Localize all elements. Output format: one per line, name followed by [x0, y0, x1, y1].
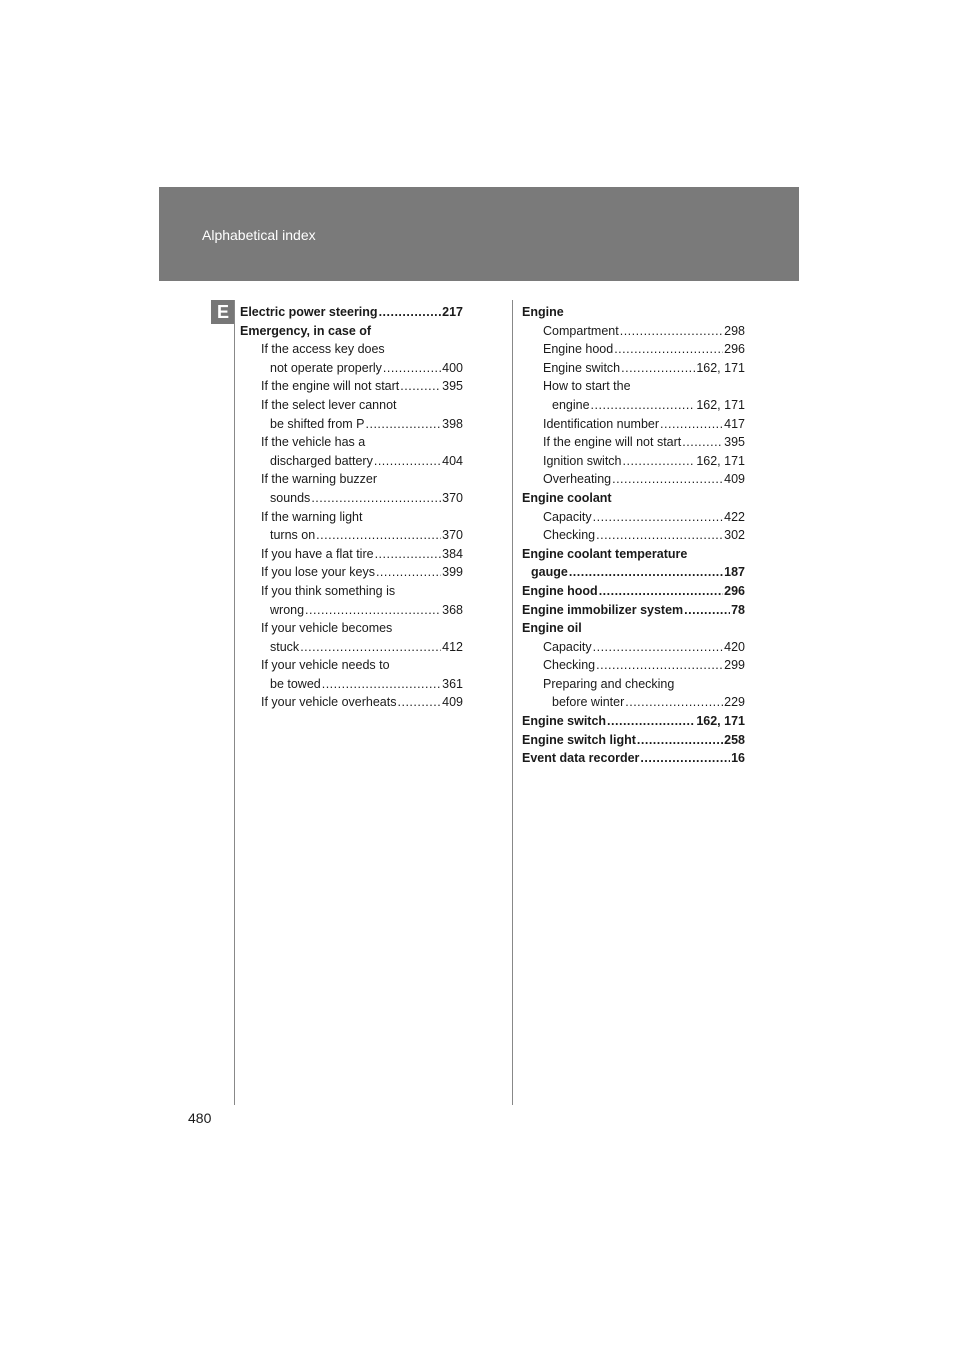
- index-entry: [522, 582, 745, 601]
- index-entry-page: 395: [442, 379, 463, 394]
- index-entry: [240, 396, 463, 415]
- index-entry-text: Checking: [543, 658, 596, 673]
- index-entry-text: Engine switch: [543, 360, 621, 375]
- dot-leader: [375, 545, 442, 564]
- index-entry-page: 298: [724, 323, 745, 338]
- index-entry-page: 417: [724, 416, 745, 431]
- dot-leader: [379, 303, 442, 322]
- index-entry-page: 217: [442, 305, 463, 319]
- dot-leader: [607, 712, 695, 731]
- index-entry-page: 16: [731, 751, 745, 766]
- index-column-left: [240, 303, 463, 712]
- dot-leader: [311, 489, 441, 508]
- index-entry-text: How to start the: [543, 379, 631, 394]
- index-entry-page: 398: [442, 416, 463, 431]
- index-entry-text: Capacity: [543, 639, 592, 654]
- dot-leader: [623, 452, 696, 471]
- index-entry-page: 299: [724, 658, 745, 673]
- index-entry-text: Engine coolant temperature: [522, 546, 688, 561]
- dot-leader: [398, 693, 442, 712]
- left-divider: [234, 300, 235, 1105]
- index-entry: [240, 470, 463, 489]
- index-entry-page: 361: [442, 676, 463, 691]
- index-entry: [240, 303, 463, 322]
- index-entry-text: Engine switch: [522, 714, 607, 729]
- index-entry-page: 296: [724, 583, 745, 598]
- index-entry-text: discharged battery: [270, 453, 373, 468]
- index-entry-text: turns on: [270, 528, 316, 543]
- index-entry-page: 399: [442, 565, 463, 580]
- index-entry-text: If you have a flat tire: [261, 546, 374, 561]
- index-entry: [240, 545, 463, 564]
- index-entry: [522, 731, 745, 750]
- dot-leader: [620, 322, 723, 341]
- index-entry: [522, 526, 745, 545]
- index-entry: [240, 452, 463, 471]
- index-entry-text: Engine switch light: [522, 732, 636, 747]
- dot-leader: [400, 377, 441, 396]
- index-entry: [522, 619, 745, 638]
- index-entry: [240, 563, 463, 582]
- index-entry-text: If the vehicle has a: [261, 435, 366, 450]
- index-entry-text: If you think something is: [261, 583, 396, 598]
- dot-leader: [593, 508, 724, 527]
- index-entry: [240, 322, 463, 341]
- index-entry-text: Preparing and checking: [543, 676, 675, 691]
- index-entry: [522, 303, 745, 322]
- index-entry-text: be towed: [270, 676, 321, 691]
- index-entry: [522, 322, 745, 341]
- index-entry-text: If your vehicle becomes: [261, 621, 393, 636]
- index-entry: [240, 340, 463, 359]
- header-title: Alphabetical index: [202, 227, 316, 243]
- index-entry: [522, 396, 745, 415]
- index-entry: [240, 489, 463, 508]
- index-entry-page: 258: [724, 732, 745, 747]
- index-entry-page: 368: [442, 602, 463, 617]
- index-entry: [240, 433, 463, 452]
- dot-leader: [682, 433, 723, 452]
- dot-leader: [376, 563, 441, 582]
- index-entry: [240, 359, 463, 378]
- index-entry-text: If the warning light: [261, 509, 363, 524]
- index-entry-text: If the access key does: [261, 342, 385, 357]
- index-entry-page: 162, 171: [696, 453, 745, 468]
- index-entry: [240, 638, 463, 657]
- index-entry-page: 422: [724, 509, 745, 524]
- index-entry: [240, 619, 463, 638]
- dot-leader: [625, 693, 723, 712]
- dot-leader: [383, 359, 441, 378]
- dot-leader: [316, 526, 441, 545]
- index-entry-page: 420: [724, 639, 745, 654]
- index-entry: [522, 675, 745, 694]
- section-letter-tab: E: [211, 300, 235, 324]
- index-entry-page: 162, 171: [696, 397, 745, 412]
- dot-leader: [593, 638, 724, 657]
- index-entry-page: 409: [724, 472, 745, 487]
- page-number: 480: [188, 1110, 212, 1126]
- index-entry-text: Electric power steering: [240, 305, 378, 319]
- index-entry-page: 302: [724, 528, 745, 543]
- index-entry-text: If your vehicle needs to: [261, 658, 390, 673]
- index-entry-text: If the warning buzzer: [261, 472, 378, 487]
- index-entry-text: If your vehicle overheats: [261, 695, 397, 710]
- index-entry-text: Capacity: [543, 509, 592, 524]
- dot-leader: [612, 470, 723, 489]
- index-entry-page: 162, 171: [696, 360, 745, 375]
- index-entry-text: wrong: [270, 602, 305, 617]
- index-entry: [240, 675, 463, 694]
- dot-leader: [637, 731, 723, 750]
- index-entry: [522, 452, 745, 471]
- index-entry: [522, 563, 745, 582]
- index-entry-text: Engine hood: [543, 342, 614, 357]
- index-entry: [522, 656, 745, 675]
- index-entry-text: not operate properly: [270, 360, 382, 375]
- index-entry-text: If the engine will not start: [261, 379, 400, 394]
- index-entry-text: Checking: [543, 528, 596, 543]
- index-entry: [240, 508, 463, 527]
- index-entry: [522, 433, 745, 452]
- dot-leader: [374, 452, 441, 471]
- index-entry: [240, 656, 463, 675]
- dot-leader: [621, 359, 695, 378]
- index-entry: [522, 638, 745, 657]
- index-entry-text: Emergency, in case of: [240, 323, 372, 338]
- index-entry: [522, 359, 745, 378]
- index-entry-text: stuck: [270, 639, 300, 654]
- index-entry-page: 404: [442, 453, 463, 468]
- index-entry-page: 296: [724, 342, 745, 357]
- index-entry-page: 409: [442, 695, 463, 710]
- index-entry-text: Overheating: [543, 472, 612, 487]
- index-entry-page: 370: [442, 528, 463, 543]
- index-entry: [522, 508, 745, 527]
- index-entry-text: Ignition switch: [543, 453, 622, 468]
- dot-leader: [640, 749, 730, 768]
- index-entry-page: 395: [724, 435, 745, 450]
- dot-leader: [366, 415, 442, 434]
- index-entry-page: 229: [724, 695, 745, 710]
- index-entry: [522, 712, 745, 731]
- index-entry: [522, 693, 745, 712]
- dot-leader: [300, 638, 441, 657]
- dot-leader: [596, 656, 723, 675]
- index-entry-page: 400: [442, 360, 463, 375]
- dot-leader: [599, 582, 723, 601]
- index-column-right: [522, 303, 745, 768]
- index-entry-text: Engine coolant: [522, 490, 612, 505]
- dot-leader: [305, 601, 441, 620]
- index-entry: [522, 340, 745, 359]
- index-entry-text: Event data recorder: [522, 751, 640, 766]
- dot-leader: [596, 526, 723, 545]
- dot-leader: [569, 563, 723, 582]
- index-entry: [522, 545, 745, 564]
- index-entry-page: 78: [731, 602, 745, 617]
- index-entry: [522, 749, 745, 768]
- index-entry-text: sounds: [270, 490, 311, 505]
- index-entry: [240, 601, 463, 620]
- index-entry: [522, 470, 745, 489]
- index-entry: [522, 601, 745, 620]
- index-entry-text: Engine oil: [522, 621, 582, 636]
- dot-leader: [660, 415, 723, 434]
- dot-leader: [684, 601, 730, 620]
- index-entry-text: If the engine will not start: [543, 435, 682, 450]
- index-entry: [240, 377, 463, 396]
- dot-leader: [322, 675, 441, 694]
- index-entry-page: 412: [442, 639, 463, 654]
- index-entry-text: Engine immobilizer system: [522, 602, 684, 617]
- index-entry: [522, 415, 745, 434]
- index-entry-text: If you lose your keys: [261, 565, 375, 580]
- index-entry: [240, 415, 463, 434]
- index-entry: [522, 489, 745, 508]
- index-entry-text: be shifted from P: [270, 416, 365, 431]
- index-entry-page: 162, 171: [696, 714, 745, 729]
- index-entry-page: 370: [442, 490, 463, 505]
- index-entry-text: engine: [552, 397, 590, 412]
- index-entry-page: 187: [724, 565, 745, 580]
- index-entry: [240, 582, 463, 601]
- index-entry-text: Compartment: [543, 323, 619, 338]
- page-header: [159, 187, 799, 281]
- column-divider: [512, 300, 513, 1105]
- index-entry: [522, 377, 745, 396]
- index-entry-text: If the select lever cannot: [261, 397, 397, 412]
- index-entry-text: Engine hood: [522, 583, 598, 598]
- index-entry-text: before winter: [552, 695, 625, 710]
- index-entry-page: 384: [442, 546, 463, 561]
- index-entry-text: Identification number: [543, 416, 660, 431]
- index-entry-text: gauge: [531, 565, 568, 580]
- dot-leader: [591, 396, 696, 415]
- dot-leader: [614, 340, 723, 359]
- index-entry: [240, 526, 463, 545]
- index-entry: [240, 693, 463, 712]
- index-entry-text: Engine: [522, 305, 564, 319]
